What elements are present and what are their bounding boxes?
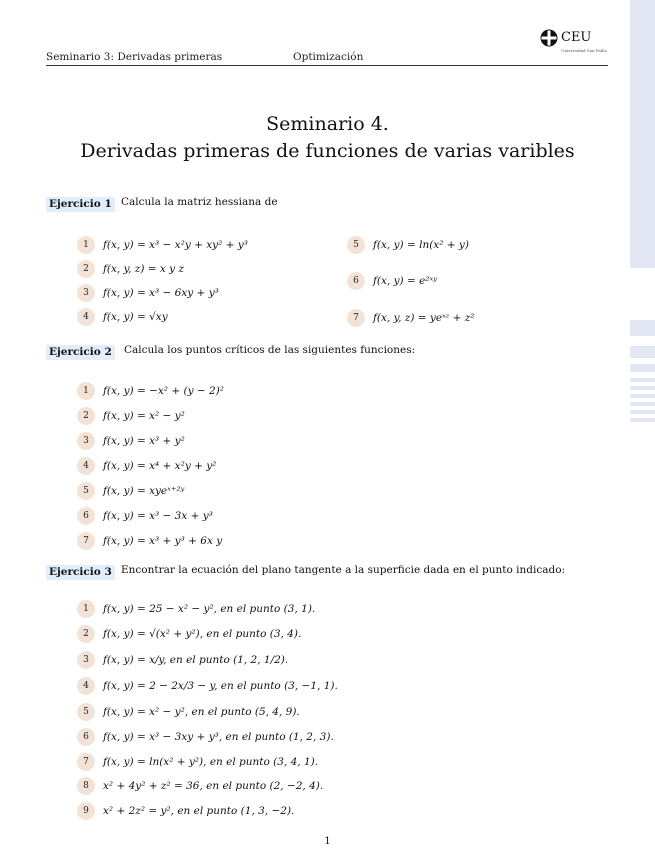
list-item xyxy=(77,600,315,618)
nav-block-8[interactable] xyxy=(630,402,655,406)
item-formula: f(x, y) = √(x² + y²), en el punto (3, 4). xyxy=(103,628,302,640)
item-formula: f(x, y) = x³ + y² xyxy=(103,435,185,447)
item-number: 7 xyxy=(347,309,365,327)
list-item xyxy=(77,651,288,669)
item-number: 1 xyxy=(77,382,95,400)
item-number: 1 xyxy=(77,236,95,254)
item-number: 5 xyxy=(77,703,95,721)
item-formula: x² + 2z² = y², en el punto (1, 3, −2). xyxy=(103,805,295,817)
item-number: 1 xyxy=(77,600,95,618)
page-number: 1 xyxy=(324,836,331,847)
item-number: 2 xyxy=(77,407,95,425)
item-formula: f(x, y) = 25 − x² − y², en el punto (3, 1). xyxy=(103,603,316,615)
header-left: Seminario 3: Derivadas primeras xyxy=(46,51,223,63)
item-formula: f(x, y) = √xy xyxy=(103,311,168,323)
item-number: 8 xyxy=(77,777,95,795)
nav-block-3[interactable] xyxy=(630,346,655,358)
item-number: 6 xyxy=(77,728,95,746)
item-formula: f(x, y) = 2 − 2x/3 − y, en el punto (3, −1, 1). xyxy=(103,680,338,692)
item-number: 3 xyxy=(77,651,95,669)
list-item xyxy=(77,308,168,326)
logo-text: CEU xyxy=(561,30,592,45)
item-number: 2 xyxy=(77,260,95,278)
item-number: 5 xyxy=(347,236,365,254)
list-item xyxy=(77,677,338,695)
list-item xyxy=(77,507,213,525)
list-item xyxy=(347,309,474,327)
nav-block-1[interactable] xyxy=(630,0,655,268)
item-formula: f(x, y) = x² − y² xyxy=(103,410,185,422)
list-item xyxy=(77,236,248,254)
list-item xyxy=(77,284,219,302)
exercise-1-statement: Calcula la matriz hessiana de xyxy=(121,196,278,208)
nav-block-5[interactable] xyxy=(630,378,655,382)
item-number: 7 xyxy=(77,753,95,771)
item-formula: f(x, y, z) = x y z xyxy=(103,263,184,275)
item-number: 5 xyxy=(77,482,95,500)
item-formula: f(x, y) = −x² + (y − 2)² xyxy=(103,385,224,397)
item-number: 4 xyxy=(77,677,95,695)
item-formula: f(x, y, z) = yeˣᶻ + z² xyxy=(373,312,475,324)
logo-subtitle: Universidad San Pablo xyxy=(561,48,607,53)
item-formula: x² + 4y² + z² = 36, en el punto (2, −2, 4). xyxy=(103,780,324,792)
list-item xyxy=(347,272,437,290)
list-item xyxy=(77,407,185,425)
nav-block-9[interactable] xyxy=(630,410,655,414)
item-formula: f(x, y) = x³ − 3x + y³ xyxy=(103,510,213,522)
item-formula: f(x, y) = x/y, en el punto (1, 2, 1/2). xyxy=(103,654,289,666)
item-formula: f(x, y) = x³ + y³ + 6x y xyxy=(103,535,223,547)
list-item xyxy=(347,236,469,254)
nav-block-10[interactable] xyxy=(630,418,655,422)
nav-block-2[interactable] xyxy=(630,320,655,336)
nav-block-4[interactable] xyxy=(630,364,655,372)
title-line-1: Seminario 4. xyxy=(266,113,389,135)
item-number: 7 xyxy=(77,532,95,550)
item-formula: f(x, y) = x³ − x²y + xy² + y³ xyxy=(103,239,248,251)
list-item xyxy=(77,457,216,475)
title-line-2: Derivadas primeras de funciones de varias varibles xyxy=(80,140,575,162)
list-item xyxy=(77,432,185,450)
item-number: 6 xyxy=(77,507,95,525)
item-number: 6 xyxy=(347,272,365,290)
list-item xyxy=(77,802,294,820)
item-number: 3 xyxy=(77,284,95,302)
list-item xyxy=(77,728,334,746)
list-item xyxy=(77,625,301,643)
list-item xyxy=(77,482,184,500)
header-rule xyxy=(46,65,608,66)
list-item xyxy=(77,260,184,278)
cross-logo-icon xyxy=(540,29,558,47)
nav-block-7[interactable] xyxy=(630,394,655,398)
item-formula: f(x, y) = xyeˣ⁺²ʸ xyxy=(103,485,185,497)
exercise-1-label: Ejercicio 1 xyxy=(46,197,115,212)
header-center: Optimización xyxy=(293,51,364,63)
exercise-3-label: Ejercicio 3 xyxy=(46,565,115,580)
list-item xyxy=(77,753,318,771)
exercise-2-label: Ejercicio 2 xyxy=(46,345,115,360)
list-item xyxy=(77,382,224,400)
item-formula: f(x, y) = ln(x² + y) xyxy=(373,239,469,251)
item-formula: f(x, y) = x³ − 3xy + y³, en el punto (1, 2, 3). xyxy=(103,731,334,743)
exercise-3-statement: Encontrar la ecuación del plano tangente a la superficie dada en el punto indicado: xyxy=(121,564,566,576)
item-number: 4 xyxy=(77,457,95,475)
item-number: 3 xyxy=(77,432,95,450)
exercise-2-statement: Calcula los puntos críticos de las siguientes funciones: xyxy=(124,344,416,356)
ceu-logo xyxy=(540,29,612,61)
list-item xyxy=(77,532,222,550)
item-formula: f(x, y) = x⁴ + x²y + y² xyxy=(103,460,217,472)
item-number: 9 xyxy=(77,802,95,820)
list-item xyxy=(77,777,323,795)
item-formula: f(x, y) = e²ˣʸ xyxy=(373,275,437,287)
nav-block-6[interactable] xyxy=(630,386,655,390)
item-formula: f(x, y) = x³ − 6xy + y³ xyxy=(103,287,219,299)
list-item xyxy=(77,703,300,721)
item-number: 4 xyxy=(77,308,95,326)
item-formula: f(x, y) = x² − y², en el punto (5, 4, 9). xyxy=(103,706,300,718)
item-number: 2 xyxy=(77,625,95,643)
item-formula: f(x, y) = ln(x² + y²), en el punto (3, 4, 1). xyxy=(103,756,319,768)
